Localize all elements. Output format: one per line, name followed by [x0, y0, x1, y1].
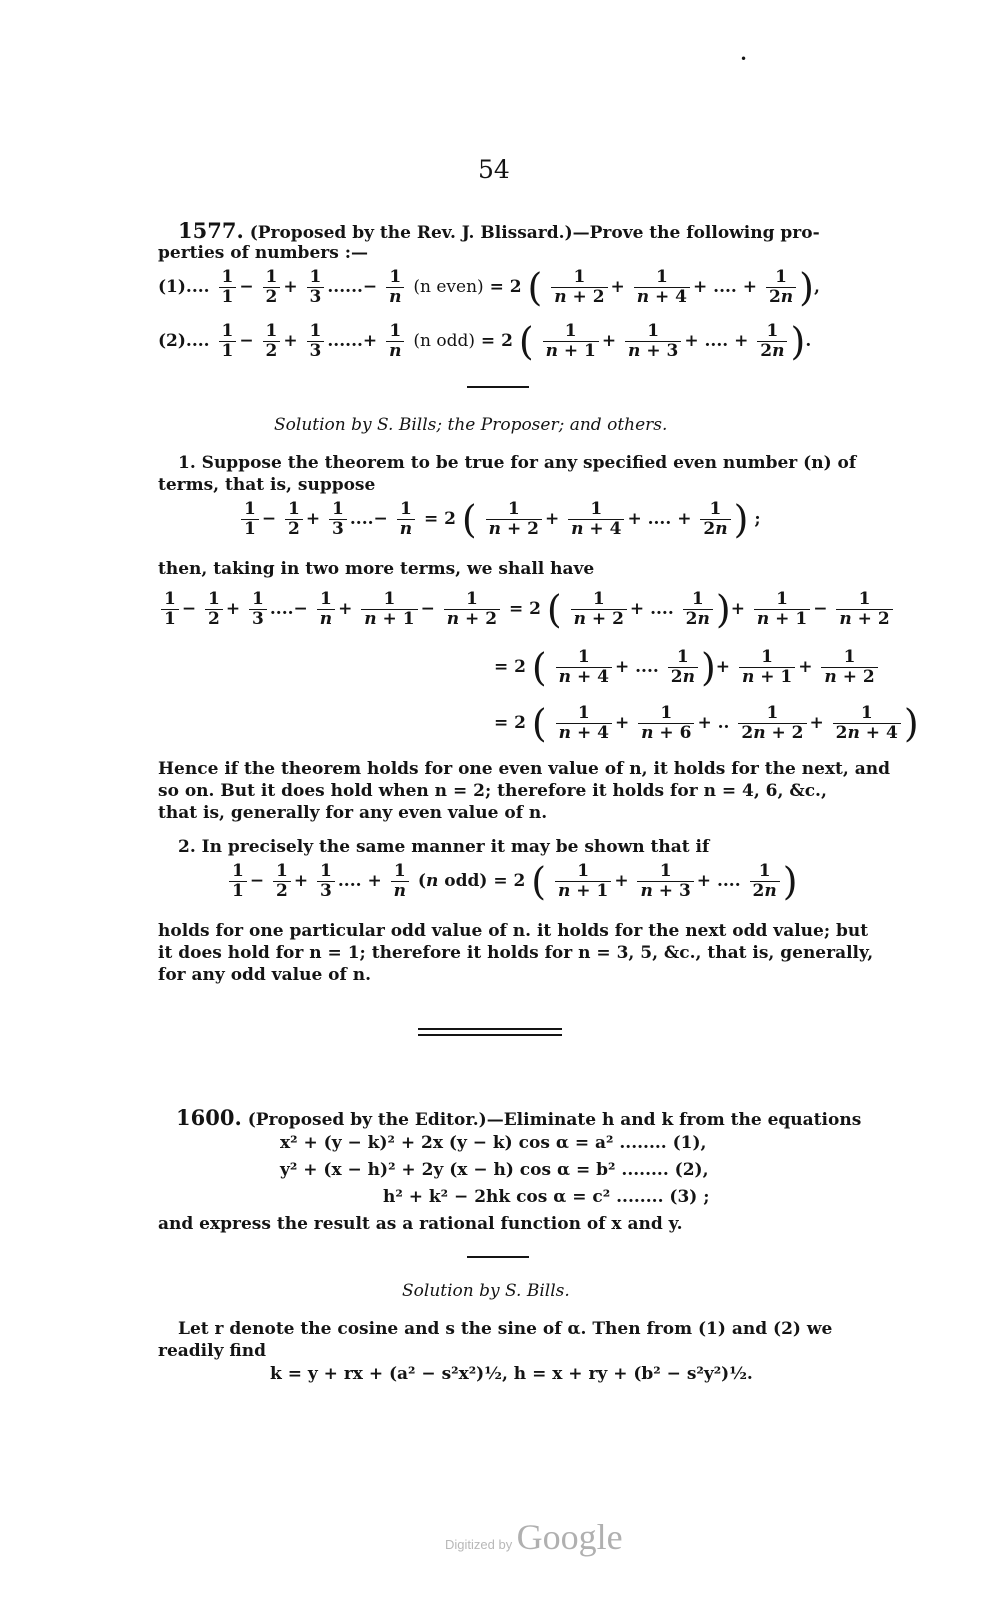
problem-number: 1600. — [176, 1105, 242, 1130]
hence-line-3: that is, generally for any even value of n. — [158, 803, 548, 823]
fraction: $\frac{1}{n + 3}$ — [625, 322, 681, 361]
final-equation: k = y + rx + (a² − s²x²)½, h = x + ry + (b² − s²y²)½. — [270, 1364, 753, 1384]
problem-1600-intro — [176, 1107, 861, 1131]
digitized-by-watermark — [445, 1516, 623, 1558]
holds-line-3: for any odd value of n. — [158, 965, 372, 985]
stray-dot: • — [740, 52, 748, 66]
fraction: $\frac{1}{n + 2}$ — [836, 590, 892, 629]
fraction: $\frac{1}{2}$ — [285, 500, 303, 539]
hence-line-1: Hence if the theorem holds for one even value of n, it holds for the next, and — [158, 759, 890, 779]
equation-condition: (n odd) — [413, 331, 475, 351]
fraction: $\frac{1}{n + 1}$ — [361, 590, 417, 629]
fraction: $\frac{1}{2n}$ — [668, 648, 698, 687]
paragraph-1-line-1: 1. Suppose the theorem to be true for any specified even number (n) of — [178, 453, 857, 473]
hence-line-2: so on. But it does hold when n = 2; therefore it holds for n = 4, 6, &c., — [158, 781, 827, 801]
double-divider-top — [418, 1028, 562, 1030]
fraction: $\frac{1}{2}$ — [263, 322, 281, 361]
problem-intro-text: (Proposed by the Rev. J. Blissard.)—Prove the following pro- — [249, 223, 820, 243]
equation-label: (2).... — [158, 331, 210, 351]
paragraph-1-line-2: terms, that is, suppose — [158, 475, 376, 495]
fraction: $\frac{1}{n}$ — [386, 322, 404, 361]
problem-intro-text: (Proposed by the Editor.)—Eliminate h and k from the equations — [247, 1110, 862, 1130]
odd-equation: $\frac{1}{1}$ − $\frac{1}{2}$ + $\frac{1}{3}$ .... + $\frac{1}{n}$ (n odd) = 2 ( $\frac{1}{n + 1}$ + $\frac{1}{n + 3}$ + .... $\frac{1}{2n}$ ) — [226, 862, 798, 901]
solution-heading-1600: Solution by S. Bills. — [402, 1281, 570, 1301]
equation-1600-1: x² + (y − k)² + 2x (y − k) cos α = a² ........ (1), — [280, 1133, 707, 1153]
fraction: $\frac{1}{1}$ — [161, 590, 179, 629]
fraction: $\frac{1}{n + 1}$ — [543, 322, 599, 361]
let-line-1: Let r denote the cosine and s the sine of α. Then from (1) and (2) we — [178, 1319, 833, 1339]
fraction: $\frac{1}{2n}$ — [766, 268, 796, 307]
short-divider — [467, 386, 529, 388]
supposition-equation: $\frac{1}{1}$ − $\frac{1}{2}$ + $\frac{1}{3}$ ....− $\frac{1}{n}$ = 2 ( $\frac{1}{n + 2}$ + $\frac{1}{n + 4}$ + .... + $\frac{1}{2n}$ ) ; — [238, 500, 761, 539]
fraction: $\frac{1}{n}$ — [386, 268, 404, 307]
equation-label: (1).... — [158, 277, 210, 297]
fraction: $\frac{1}{1}$ — [229, 862, 247, 901]
holds-line-2: it does hold for n = 1; therefore it holds for n = 3, 5, &c., that is, generally, — [158, 943, 874, 963]
page-number: 54 — [478, 155, 510, 184]
fraction: $\frac{1}{2n}$ — [757, 322, 787, 361]
fraction: $\frac{1}{n + 2}$ — [444, 590, 500, 629]
fraction: $\frac{1}{n + 2}$ — [551, 268, 607, 307]
equation-1600-2: y² + (x − h)² + 2y (x − h) cos α = b² ........ (2), — [280, 1160, 709, 1180]
step-equation-2: = 2 ( $\frac{1}{n + 4}$ + .... $\frac{1}{2n}$ )+ $\frac{1}{n + 1}$ + $\frac{1}{n + 2}$ — [494, 648, 881, 687]
solution-heading-1577: Solution by S. Bills; the Proposer; and others. — [274, 415, 668, 435]
fraction: $\frac{1}{n + 3}$ — [637, 862, 693, 901]
holds-line-1: holds for one particular odd value of n. it holds for the next odd value; but — [158, 921, 869, 941]
equation-1600-3: h² + k² − 2hk cos α = c² ........ (3) ; — [383, 1187, 710, 1207]
fraction: $\frac{1}{2n}$ — [700, 500, 730, 539]
two-terms-equation: $\frac{1}{1}$ − $\frac{1}{2}$ + $\frac{1}{3}$ ....− $\frac{1}{n}$ + $\frac{1}{n + 1}$ − $\frac{1}{n + 2}$ = 2 ( $\frac{1}{n + 2}$ + .... $\frac{1}{2n}$ )+ $\frac{1}{n + 1}$ − $\frac{1}{n + 2}$ — [158, 590, 896, 629]
fraction: $\frac{1}{3}$ — [317, 862, 335, 901]
fraction: $\frac{1}{n + 1}$ — [754, 590, 810, 629]
fraction: $\frac{1}{n + 2}$ — [571, 590, 627, 629]
then-line: then, taking in two more terms, we shall have — [158, 559, 595, 579]
fraction: $\frac{1}{3}$ — [307, 268, 325, 307]
fraction: $\frac{1}{3}$ — [329, 500, 347, 539]
google-logo: Google — [516, 1517, 623, 1557]
fraction: $\frac{1}{1}$ — [241, 500, 259, 539]
fraction: $\frac{1}{n + 4}$ — [556, 648, 612, 687]
fraction: $\frac{1}{1}$ — [219, 322, 237, 361]
fraction: $\frac{1}{n + 1}$ — [739, 648, 795, 687]
fraction: $\frac{1}{2n}$ — [683, 590, 713, 629]
digitized-text: Digitized by — [445, 1537, 513, 1552]
fraction: $\frac{1}{2}$ — [263, 268, 281, 307]
fraction: $\frac{1}{n}$ — [391, 862, 409, 901]
problem-1577-intro — [178, 220, 820, 244]
fraction: $\frac{1}{n + 6}$ — [638, 704, 694, 743]
fraction: $\frac{1}{n + 2}$ — [486, 500, 542, 539]
fraction: $\frac{1}{n + 4}$ — [568, 500, 624, 539]
fraction: $\frac{1}{n + 1}$ — [555, 862, 611, 901]
fraction: $\frac{1}{2n}$ — [750, 862, 780, 901]
fraction: $\frac{1}{2}$ — [205, 590, 223, 629]
fraction: $\frac{1}{2n + 4}$ — [833, 704, 901, 743]
fraction: $\frac{1}{1}$ — [219, 268, 237, 307]
fraction: $\frac{1}{2}$ — [273, 862, 291, 901]
equation-1: (1).... $\frac{1}{1}$ − $\frac{1}{2}$ + $\frac{1}{3}$ ......− $\frac{1}{n}$ (n even) = 2 ( $\frac{1}{n + 2}$ + $\frac{1}{n + 4}$ + .... + $\frac{1}{2n}$ ), — [158, 265, 820, 310]
equation-condition: (n even) — [413, 277, 484, 297]
problem-1577-intro-cont: perties of numbers :— — [158, 243, 368, 263]
short-divider-2 — [467, 1256, 529, 1258]
fraction: $\frac{1}{3}$ — [249, 590, 267, 629]
paragraph-2-line-1: 2. In precisely the same manner it may be shown that if — [178, 837, 710, 857]
fraction: $\frac{1}{n + 4}$ — [556, 704, 612, 743]
fraction: $\frac{1}{n}$ — [317, 590, 335, 629]
fraction: $\frac{1}{3}$ — [307, 322, 325, 361]
fraction: $\frac{1}{2n + 2}$ — [738, 704, 806, 743]
fraction: $\frac{1}{n + 2}$ — [821, 648, 877, 687]
double-divider-bottom — [418, 1034, 562, 1036]
fraction: $\frac{1}{n}$ — [397, 500, 415, 539]
problem-number: 1577. — [178, 218, 244, 243]
step-equation-3: = 2 ( $\frac{1}{n + 4}$ + $\frac{1}{n + 6}$ + .. $\frac{1}{2n + 2}$ + $\frac{1}{2n + 4}$ ) — [494, 701, 919, 746]
let-line-2: readily find — [158, 1341, 266, 1361]
express-line: and express the result as a rational function of x and y. — [158, 1214, 683, 1234]
equation-2: (2).... $\frac{1}{1}$ − $\frac{1}{2}$ + $\frac{1}{3}$ ......+ $\frac{1}{n}$ (n odd) = 2 ( $\frac{1}{n + 1}$ + $\frac{1}{n + 3}$ + .... + $\frac{1}{2n}$ ). — [158, 319, 812, 364]
fraction: $\frac{1}{n + 4}$ — [634, 268, 690, 307]
